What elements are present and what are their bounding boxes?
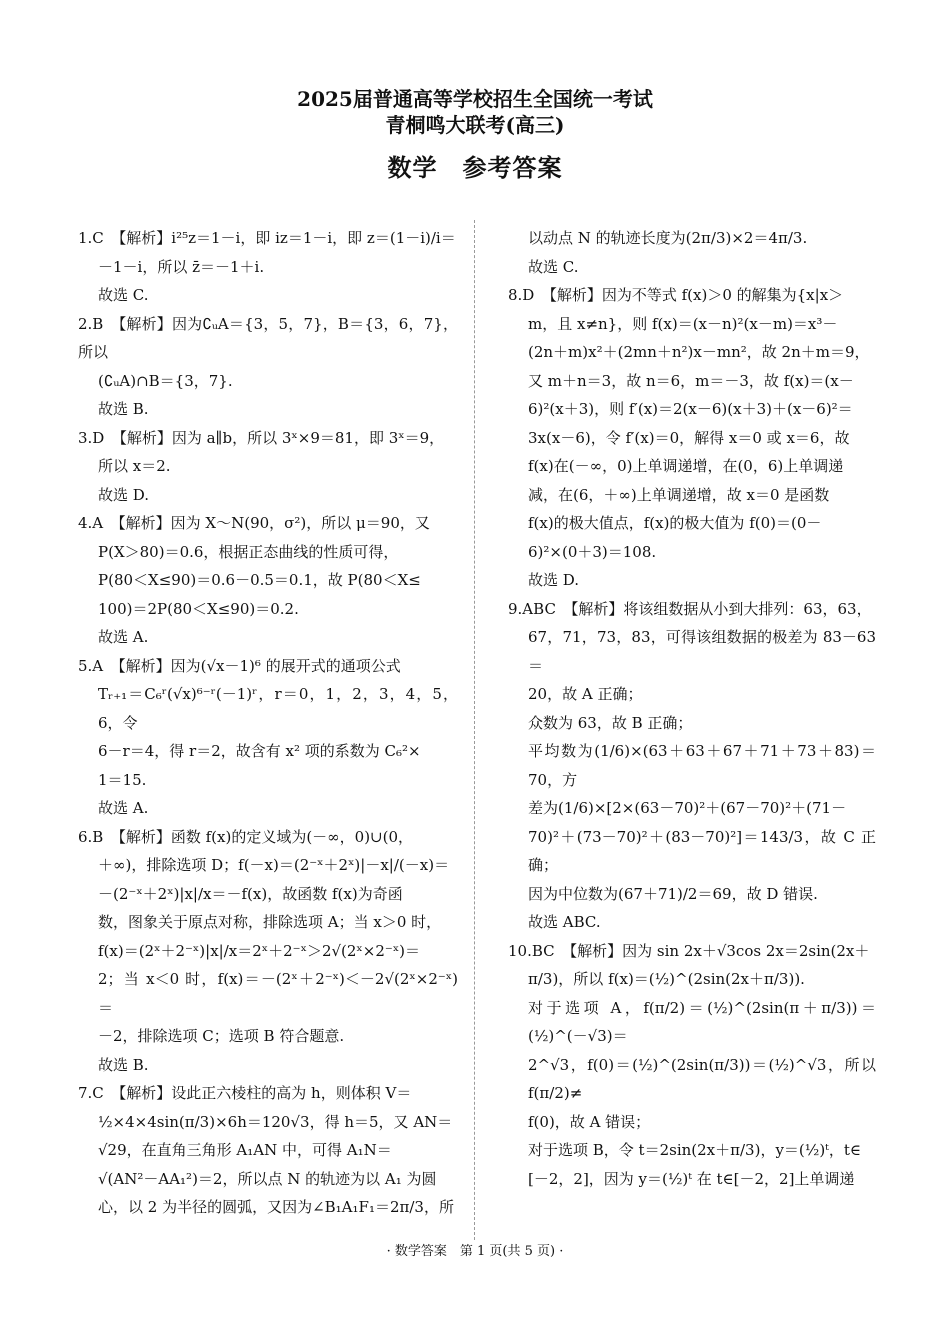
answer-line: 以动点 N 的轨迹长度为(2π/3)×2＝4π/3. — [528, 229, 808, 247]
answer-line: 8.D 【解析】因为不等式 f(x)＞0 的解集为{x|x＞ — [508, 286, 844, 304]
answer-line: ＋∞)，排除选项 D；f(－x)＝(2⁻ˣ＋2ˣ)|－x|/(－x)＝ — [98, 856, 450, 874]
answer-item — [78, 652, 458, 823]
answer-line: 7.C 【解析】设此正六棱柱的高为 h，则体积 V＝ — [78, 1084, 412, 1102]
answer-line: 故选 B. — [98, 1055, 149, 1074]
answer-line: 6.B 【解析】函数 f(x)的定义域为(－∞，0)∪(0， — [78, 827, 414, 846]
answer-line: 2；当 x＜0 时，f(x)＝－(2ˣ＋2⁻ˣ)＜－2√(2ˣ×2⁻ˣ)＝ — [98, 970, 458, 1017]
answer-line: 3x(x－6)，令 f′(x)＝0，解得 x＝0 或 x＝6，故 — [528, 428, 850, 447]
answer-line: 故选 ABC. — [528, 913, 601, 931]
answer-line: f(0)，故 A 错误； — [528, 1112, 651, 1131]
answer-line: 70)²＋(73－70)²＋(83－70)²]＝143/3，故 C 正确； — [528, 827, 876, 874]
answer-line: 4.A 【解析】因为 X～N(90，σ²)，所以 μ＝90，又 — [78, 514, 430, 532]
answer-item — [78, 823, 458, 1080]
answer-line: [－2，2]，因为 y＝(½)ᵗ 在 t∈[－2，2]上单调递 — [528, 1169, 855, 1188]
answer-line: P(80＜X≤90)＝0.6－0.5＝0.1，故 P(80＜X≤ — [98, 571, 421, 589]
answer-line: (∁ᵤA)∩B＝{3，7}. — [98, 371, 233, 390]
answer-line: 2.B 【解析】因为∁ᵤA＝{3，5，7}，B＝{3，6，7}，所以 — [78, 314, 458, 361]
answer-line: ½×4×4sin(π/3)×6h＝120√3，得 h＝5，又 AN＝ — [98, 1112, 453, 1131]
answer-line: 平均数为(1/6)×(63＋63＋67＋71＋73＋83)＝70，方 — [528, 742, 876, 789]
exam-title: 2025届普通高等学校招生全国统一考试 — [297, 87, 653, 111]
answer-line: 所以 x＝2. — [98, 457, 171, 475]
answer-line: 又 m＋n＝3，故 n＝6，m＝－3，故 f(x)＝(x－ — [528, 371, 854, 390]
answer-line: 故选 A. — [98, 628, 149, 646]
answer-line: 故选 D. — [528, 571, 580, 589]
answer-line: 100)＝2P(80＜X≤90)＝0.2. — [98, 599, 299, 618]
answer-line: 减，在(6，＋∞)上单调递增，故 x＝0 是函数 — [528, 485, 830, 504]
answer-line: 因为中位数为(67＋71)/2＝69，故 D 错误. — [528, 884, 818, 903]
exam-subtitle: 青桐鸣大联考(高三) — [385, 113, 565, 137]
answer-line: 2^√3，f(0)＝(½)^(2sin(π/3))＝(½)^√3，所以 f(π/2)≠ — [528, 1055, 876, 1102]
page-header — [0, 86, 950, 186]
answer-line: 6)²×(0＋3)＝108. — [528, 542, 657, 561]
answer-line: f(x)在(－∞，0)上单调递增，在(0，6)上单调递 — [528, 457, 844, 475]
answer-line: m，且 x≠n}，则 f(x)＝(x－n)²(x－m)＝x³－ — [528, 314, 838, 333]
answer-line: 故选 C. — [98, 286, 149, 304]
answer-item — [78, 509, 458, 652]
answer-line: 5.A 【解析】因为(√x－1)⁶ 的展开式的通项公式 — [78, 656, 401, 675]
answer-line: 对于选项 A，f(π/2)＝(½)^(2sin(π＋π/3))＝(½)^(－√3)＝ — [528, 998, 876, 1045]
answer-line: 心，以 2 为半径的圆弧，又因为∠B₁A₁F₁＝2π/3，所 — [98, 1198, 454, 1216]
right-column — [508, 224, 876, 1193]
answer-line: 差为(1/6)×[2×(63－70)²＋(67－70)²＋(71－ — [528, 799, 847, 817]
page-title: 数学 参考答案 — [387, 153, 563, 182]
answer-line: －(2⁻ˣ＋2ˣ)|x|/x＝－f(x)，故函数 f(x)为奇函 — [98, 884, 403, 903]
column-divider — [474, 220, 475, 1240]
answer-line: √(AN²－AA₁²)＝2，所以点 N 的轨迹为以 A₁ 为圆 — [98, 1169, 437, 1188]
answer-line: 6)²(x＋3)，则 f′(x)＝2(x－6)(x＋3)＋(x－6)²＝ — [528, 400, 853, 418]
answer-line: 1.C 【解析】i²⁵z＝1－i，即 iz＝1－i，即 z＝(1－i)/i＝ — [78, 229, 456, 247]
answer-line: 67，71，73，83，可得该组数据的极差为 83－63＝ — [528, 628, 876, 675]
answer-line: 故选 A. — [98, 799, 149, 817]
answer-line: 20，故 A 正确； — [528, 685, 643, 703]
answer-line: (2n＋m)x²＋(2mn＋n²)x－mn²，故 2n＋m＝9， — [528, 343, 870, 361]
answer-line: Tᵣ₊₁＝C₆ʳ(√x)⁶⁻ʳ(－1)ʳ，r＝0，1，2，3，4，5，6，令 — [98, 685, 458, 732]
answer-line: 数，图象关于原点对称，排除选项 A；当 x＞0 时， — [98, 913, 442, 931]
answer-line: 9.ABC 【解析】将该组数据从小到大排列：63，63， — [508, 599, 872, 618]
answer-line: 众数为 63，故 B 正确； — [528, 713, 693, 732]
answer-line: －1－i，所以 z̄＝－1＋i. — [98, 257, 265, 276]
answer-line: －2，排除选项 C；选项 B 符合题意. — [98, 1027, 345, 1045]
answer-line: 对于选项 B，令 t＝2sin(2x＋π/3)，y＝(½)ᵗ，t∈ — [528, 1141, 861, 1159]
answer-line: f(x)＝(2ˣ＋2⁻ˣ)|x|/x＝2ˣ＋2⁻ˣ＞2√(2ˣ×2⁻ˣ)＝ — [98, 941, 421, 960]
answer-item — [508, 281, 876, 595]
answer-item — [508, 937, 876, 1194]
answer-line: 1＝15. — [98, 770, 147, 789]
left-column — [78, 224, 458, 1222]
answer-line: 6－r＝4，得 r＝2，故含有 x² 项的系数为 C₆²× — [98, 742, 421, 760]
answer-line: √29，在直角三角形 A₁AN 中，可得 A₁N＝ — [98, 1141, 392, 1159]
answer-item — [78, 424, 458, 510]
answer-line: P(X＞80)＝0.6，根据正态曲线的性质可得， — [98, 542, 399, 561]
page-footer: · 数学答案 第 1 页(共 5 页) · — [386, 1244, 564, 1259]
answer-line: 3.D 【解析】因为 a∥b，所以 3ˣ×9＝81，即 3ˣ＝9， — [78, 428, 445, 447]
answer-item — [78, 1079, 458, 1222]
answer-line: π/3)，所以 f(x)＝(½)^(2sin(2x＋π/3)). — [528, 970, 805, 988]
answer-line: 故选 C. — [528, 257, 579, 276]
answer-line: 故选 B. — [98, 400, 149, 418]
answer-item — [508, 224, 876, 281]
answer-line: 10.BC 【解析】因为 sin 2x＋√3cos 2x＝2sin(2x＋ — [508, 941, 870, 960]
answer-line: 故选 D. — [98, 485, 150, 504]
answer-item — [78, 224, 458, 310]
answer-item — [508, 595, 876, 937]
answer-item — [78, 310, 458, 424]
answer-line: f(x)的极大值点，f(x)的极大值为 f(0)＝(0－ — [528, 514, 822, 532]
